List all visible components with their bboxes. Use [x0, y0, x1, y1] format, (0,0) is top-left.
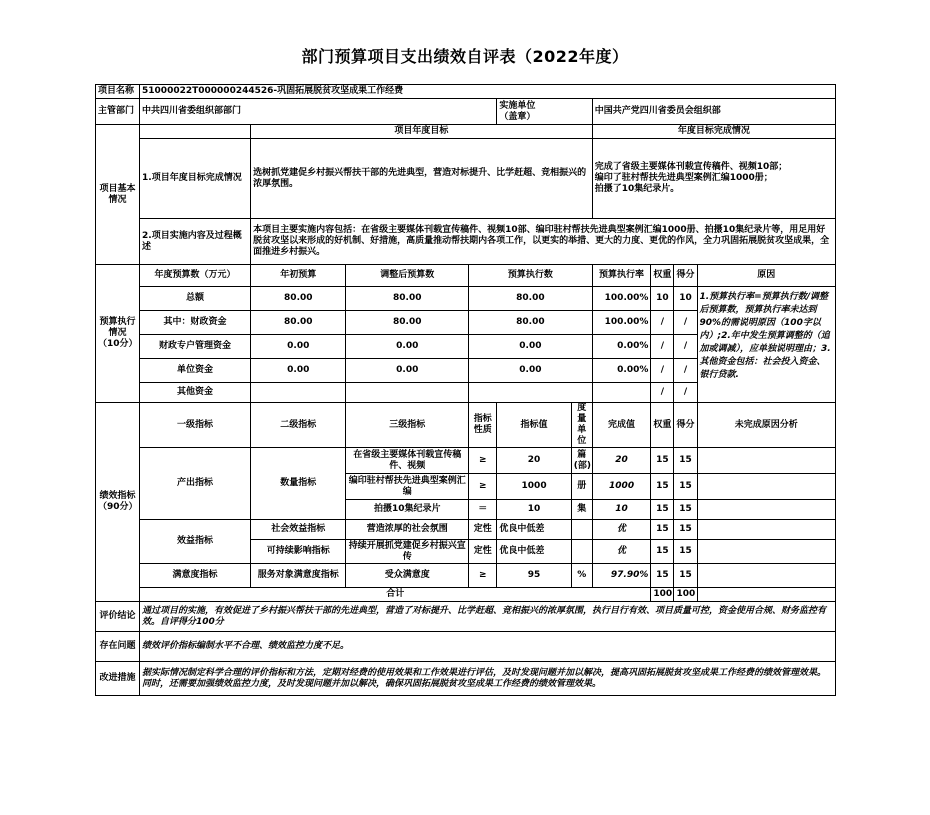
perf-value: 1000 — [497, 474, 571, 500]
dept-value: 中共四川省委组织部部门 — [140, 99, 497, 125]
perf-score: 15 — [674, 520, 697, 540]
perf-done: 1000 — [592, 474, 651, 500]
perf-col-level1: 一级指标 — [140, 403, 251, 448]
perf-weight: 15 — [651, 474, 674, 500]
perf-done: 优 — [592, 520, 651, 540]
level3-name: 编印驻村帮扶先进典型案例汇编 — [346, 474, 469, 500]
perf-nature: ≥ — [469, 564, 497, 588]
perf-col-value: 指标值 — [497, 403, 571, 448]
budget-weight: / — [651, 359, 674, 383]
perf-value: 优良中低差 — [497, 520, 571, 540]
perf-value: 10 — [497, 500, 571, 520]
dept-label: 主管部门 — [96, 99, 140, 125]
level3-name: 受众满意度 — [346, 564, 469, 588]
total-row — [96, 588, 836, 602]
budget-section-label: 预算执行情况（10分） — [96, 265, 140, 403]
budget-executed: 80.00 — [469, 287, 593, 311]
budget-weight: / — [651, 311, 674, 335]
level1-satisfaction: 满意度指标 — [140, 564, 251, 588]
perf-unit: 篇(部) — [571, 448, 592, 474]
perf-value: 95 — [497, 564, 571, 588]
perf-nature: ＝ — [469, 500, 497, 520]
perf-weight: 15 — [651, 564, 674, 588]
total-analysis — [697, 588, 836, 602]
perf-score: 15 — [674, 448, 697, 474]
perf-row — [96, 564, 836, 588]
budget-score: / — [674, 383, 697, 403]
problem-text: 绩效评价指标编制水平不合理、绩效监控力度不足。 — [140, 632, 836, 662]
perf-nature: 定性 — [469, 520, 497, 540]
perf-row — [96, 520, 836, 540]
budget-weight: / — [651, 335, 674, 359]
problem-label: 存在问题 — [96, 632, 140, 662]
perf-unit — [571, 520, 592, 540]
goal-row-spacer — [140, 125, 251, 139]
perf-analysis — [697, 564, 836, 588]
perf-analysis — [697, 540, 836, 564]
content-text: 本项目主要实施内容包括：在省级主要媒体刊载宣传稿件、视频10部、编印驻村帮扶先进典型案例汇编1000册、拍摄10集纪录片等，用足用好脱贫攻坚以来形成的好机制、好措施，高质量推动帮扶期内各项工作，以更实的举措、更大的力度、更优的作风，全力巩固拓展脱贫攻坚成果，全面推进乡村振兴。 — [251, 219, 836, 265]
budget-rate: 0.00% — [592, 359, 651, 383]
project-name-label: 项目名称 — [96, 85, 140, 99]
level2-quantity: 数量指标 — [251, 448, 346, 520]
perf-score: 15 — [674, 500, 697, 520]
perf-weight: 15 — [651, 500, 674, 520]
perf-col-nature: 指标性质 — [469, 403, 497, 448]
budget-adjusted: 80.00 — [346, 287, 469, 311]
budget-adjusted: 80.00 — [346, 311, 469, 335]
perf-col-done: 完成值 — [592, 403, 651, 448]
perf-section-label: 绩效指标（90分） — [96, 403, 140, 602]
perf-col-analysis: 未完成原因分析 — [697, 403, 836, 448]
content-row-label: 2.项目实施内容及过程概述 — [140, 219, 251, 265]
level3-name: 在省级主要媒体刊载宣传稿件、视频 — [346, 448, 469, 474]
perf-analysis — [697, 500, 836, 520]
perf-col-level2: 二级指标 — [251, 403, 346, 448]
budget-col-executed: 预算执行数 — [469, 265, 593, 287]
level1-output: 产出指标 — [140, 448, 251, 520]
budget-score: / — [674, 311, 697, 335]
perf-nature: 定性 — [469, 540, 497, 564]
perf-col-score: 得分 — [674, 403, 697, 448]
perf-analysis — [697, 474, 836, 500]
measure-label: 改进措施 — [96, 662, 140, 696]
eval-label: 评价结论 — [96, 602, 140, 632]
budget-row — [96, 287, 836, 311]
perf-col-level3: 三级指标 — [346, 403, 469, 448]
measure-text: 据实际情况制定科学合理的评价指标和方法，定期对经费的使用效果和工作效果进行评估，及时发现问题并加以解决，提高巩固拓展脱贫攻坚成果工作经费的绩效管理效果。同时，还需要加强绩效监控力度，及时发现问题并加以解决，确保巩固拓展脱贫攻坚成果工作经费的绩效管理效果。 — [140, 662, 836, 696]
project-name-value: 51000022T000000244526-巩固拓展脱贫攻坚成果工作经费 — [140, 85, 836, 99]
perf-analysis — [697, 448, 836, 474]
budget-adjusted — [346, 383, 469, 403]
level2-name: 服务对象满意度指标 — [251, 564, 346, 588]
perf-score: 15 — [674, 540, 697, 564]
budget-executed — [469, 383, 593, 403]
perf-col-unit: 度量单位 — [571, 403, 592, 448]
budget-reason: 1.预算执行率=预算执行数/调整后预算数，预算执行率未达到90%的需说明原因（100字以内）;2.年中发生预算调整的（追加或调减），应单独说明理由；3.其他资金包括：社会投入资金、银行贷款. — [697, 287, 836, 403]
budget-col-weight: 权重 — [651, 265, 674, 287]
budget-rate: 100.00% — [592, 287, 651, 311]
budget-initial: 80.00 — [251, 287, 346, 311]
budget-row-label: 财政专户管理资金 — [140, 335, 251, 359]
budget-score: / — [674, 335, 697, 359]
budget-col-initial: 年初预算 — [251, 265, 346, 287]
budget-executed: 80.00 — [469, 311, 593, 335]
unit-label: 实施单位 （盖章） — [497, 99, 592, 125]
perf-done: 20 — [592, 448, 651, 474]
level3-name: 营造浓厚的社会氛围 — [346, 520, 469, 540]
goal-text: 选树抓党建促乡村振兴帮扶干部的先进典型，营造对标提升、比学赶超、竞相振兴的浓厚氛围。 — [251, 139, 593, 219]
perf-nature: ≥ — [469, 474, 497, 500]
budget-initial: 0.00 — [251, 359, 346, 383]
unit-value: 中国共产党四川省委员会组织部 — [592, 99, 835, 125]
budget-col-rate: 预算执行率 — [592, 265, 651, 287]
perf-analysis — [697, 520, 836, 540]
perf-done: 优 — [592, 540, 651, 564]
budget-score: / — [674, 359, 697, 383]
budget-initial: 0.00 — [251, 335, 346, 359]
total-score: 100 — [674, 588, 697, 602]
page-title: 部门预算项目支出绩效自评表（2022年度） — [301, 47, 629, 66]
perf-unit: % — [571, 564, 592, 588]
perf-weight: 15 — [651, 540, 674, 564]
budget-weight: 10 — [651, 287, 674, 311]
perf-score: 15 — [674, 474, 697, 500]
budget-initial — [251, 383, 346, 403]
self-evaluation-table — [95, 84, 836, 696]
budget-col-adjusted: 调整后预算数 — [346, 265, 469, 287]
budget-col-label: 年度预算数（万元） — [140, 265, 251, 287]
budget-row-label: 其中：财政资金 — [140, 311, 251, 335]
level3-name: 持续开展抓党建促乡村振兴宣传 — [346, 540, 469, 564]
budget-row-label: 其他资金 — [140, 383, 251, 403]
level2-name: 社会效益指标 — [251, 520, 346, 540]
perf-done: 97.90% — [592, 564, 651, 588]
perf-nature: ≥ — [469, 448, 497, 474]
budget-rate — [592, 383, 651, 403]
perf-unit: 集 — [571, 500, 592, 520]
budget-col-reason: 原因 — [697, 265, 836, 287]
budget-initial: 80.00 — [251, 311, 346, 335]
budget-adjusted: 0.00 — [346, 359, 469, 383]
basic-section-label: 项目基本情况 — [96, 125, 140, 265]
total-label: 合计 — [140, 588, 651, 602]
eval-text: 通过项目的实施，有效促进了乡村振兴帮扶干部的先进典型，营造了对标提升、比学赶超、竞相振兴的浓厚氛围，执行目行有效、项目质量可控，资金使用合规、财务监控有效。自评得分100分 — [140, 602, 836, 632]
perf-unit: 册 — [571, 474, 592, 500]
budget-score: 10 — [674, 287, 697, 311]
completion-header: 年度目标完成情况 — [592, 125, 835, 139]
budget-rate: 0.00% — [592, 335, 651, 359]
goal-header: 项目年度目标 — [251, 125, 593, 139]
perf-weight: 15 — [651, 448, 674, 474]
perf-weight: 15 — [651, 520, 674, 540]
budget-adjusted: 0.00 — [346, 335, 469, 359]
total-weight: 100 — [651, 588, 674, 602]
perf-unit — [571, 540, 592, 564]
perf-row — [96, 448, 836, 474]
budget-executed: 0.00 — [469, 335, 593, 359]
budget-executed: 0.00 — [469, 359, 593, 383]
budget-rate: 100.00% — [592, 311, 651, 335]
perf-col-weight: 权重 — [651, 403, 674, 448]
budget-weight: / — [651, 383, 674, 403]
perf-value: 20 — [497, 448, 571, 474]
level1-effect: 效益指标 — [140, 520, 251, 564]
goal-row-label: 1.项目年度目标完成情况 — [140, 139, 251, 219]
level3-name: 拍摄10集纪录片 — [346, 500, 469, 520]
level2-name: 可持续影响指标 — [251, 540, 346, 564]
perf-score: 15 — [674, 564, 697, 588]
budget-row-label: 总额 — [140, 287, 251, 311]
budget-col-score: 得分 — [674, 265, 697, 287]
budget-row-label: 单位资金 — [140, 359, 251, 383]
completion-text: 完成了省级主要媒体刊载宣传稿件、视频10部； 编印了驻村帮扶先进典型案例汇编1000册； 拍摄了10集纪录片。 — [592, 139, 835, 219]
perf-value: 优良中低差 — [497, 540, 571, 564]
perf-done: 10 — [592, 500, 651, 520]
